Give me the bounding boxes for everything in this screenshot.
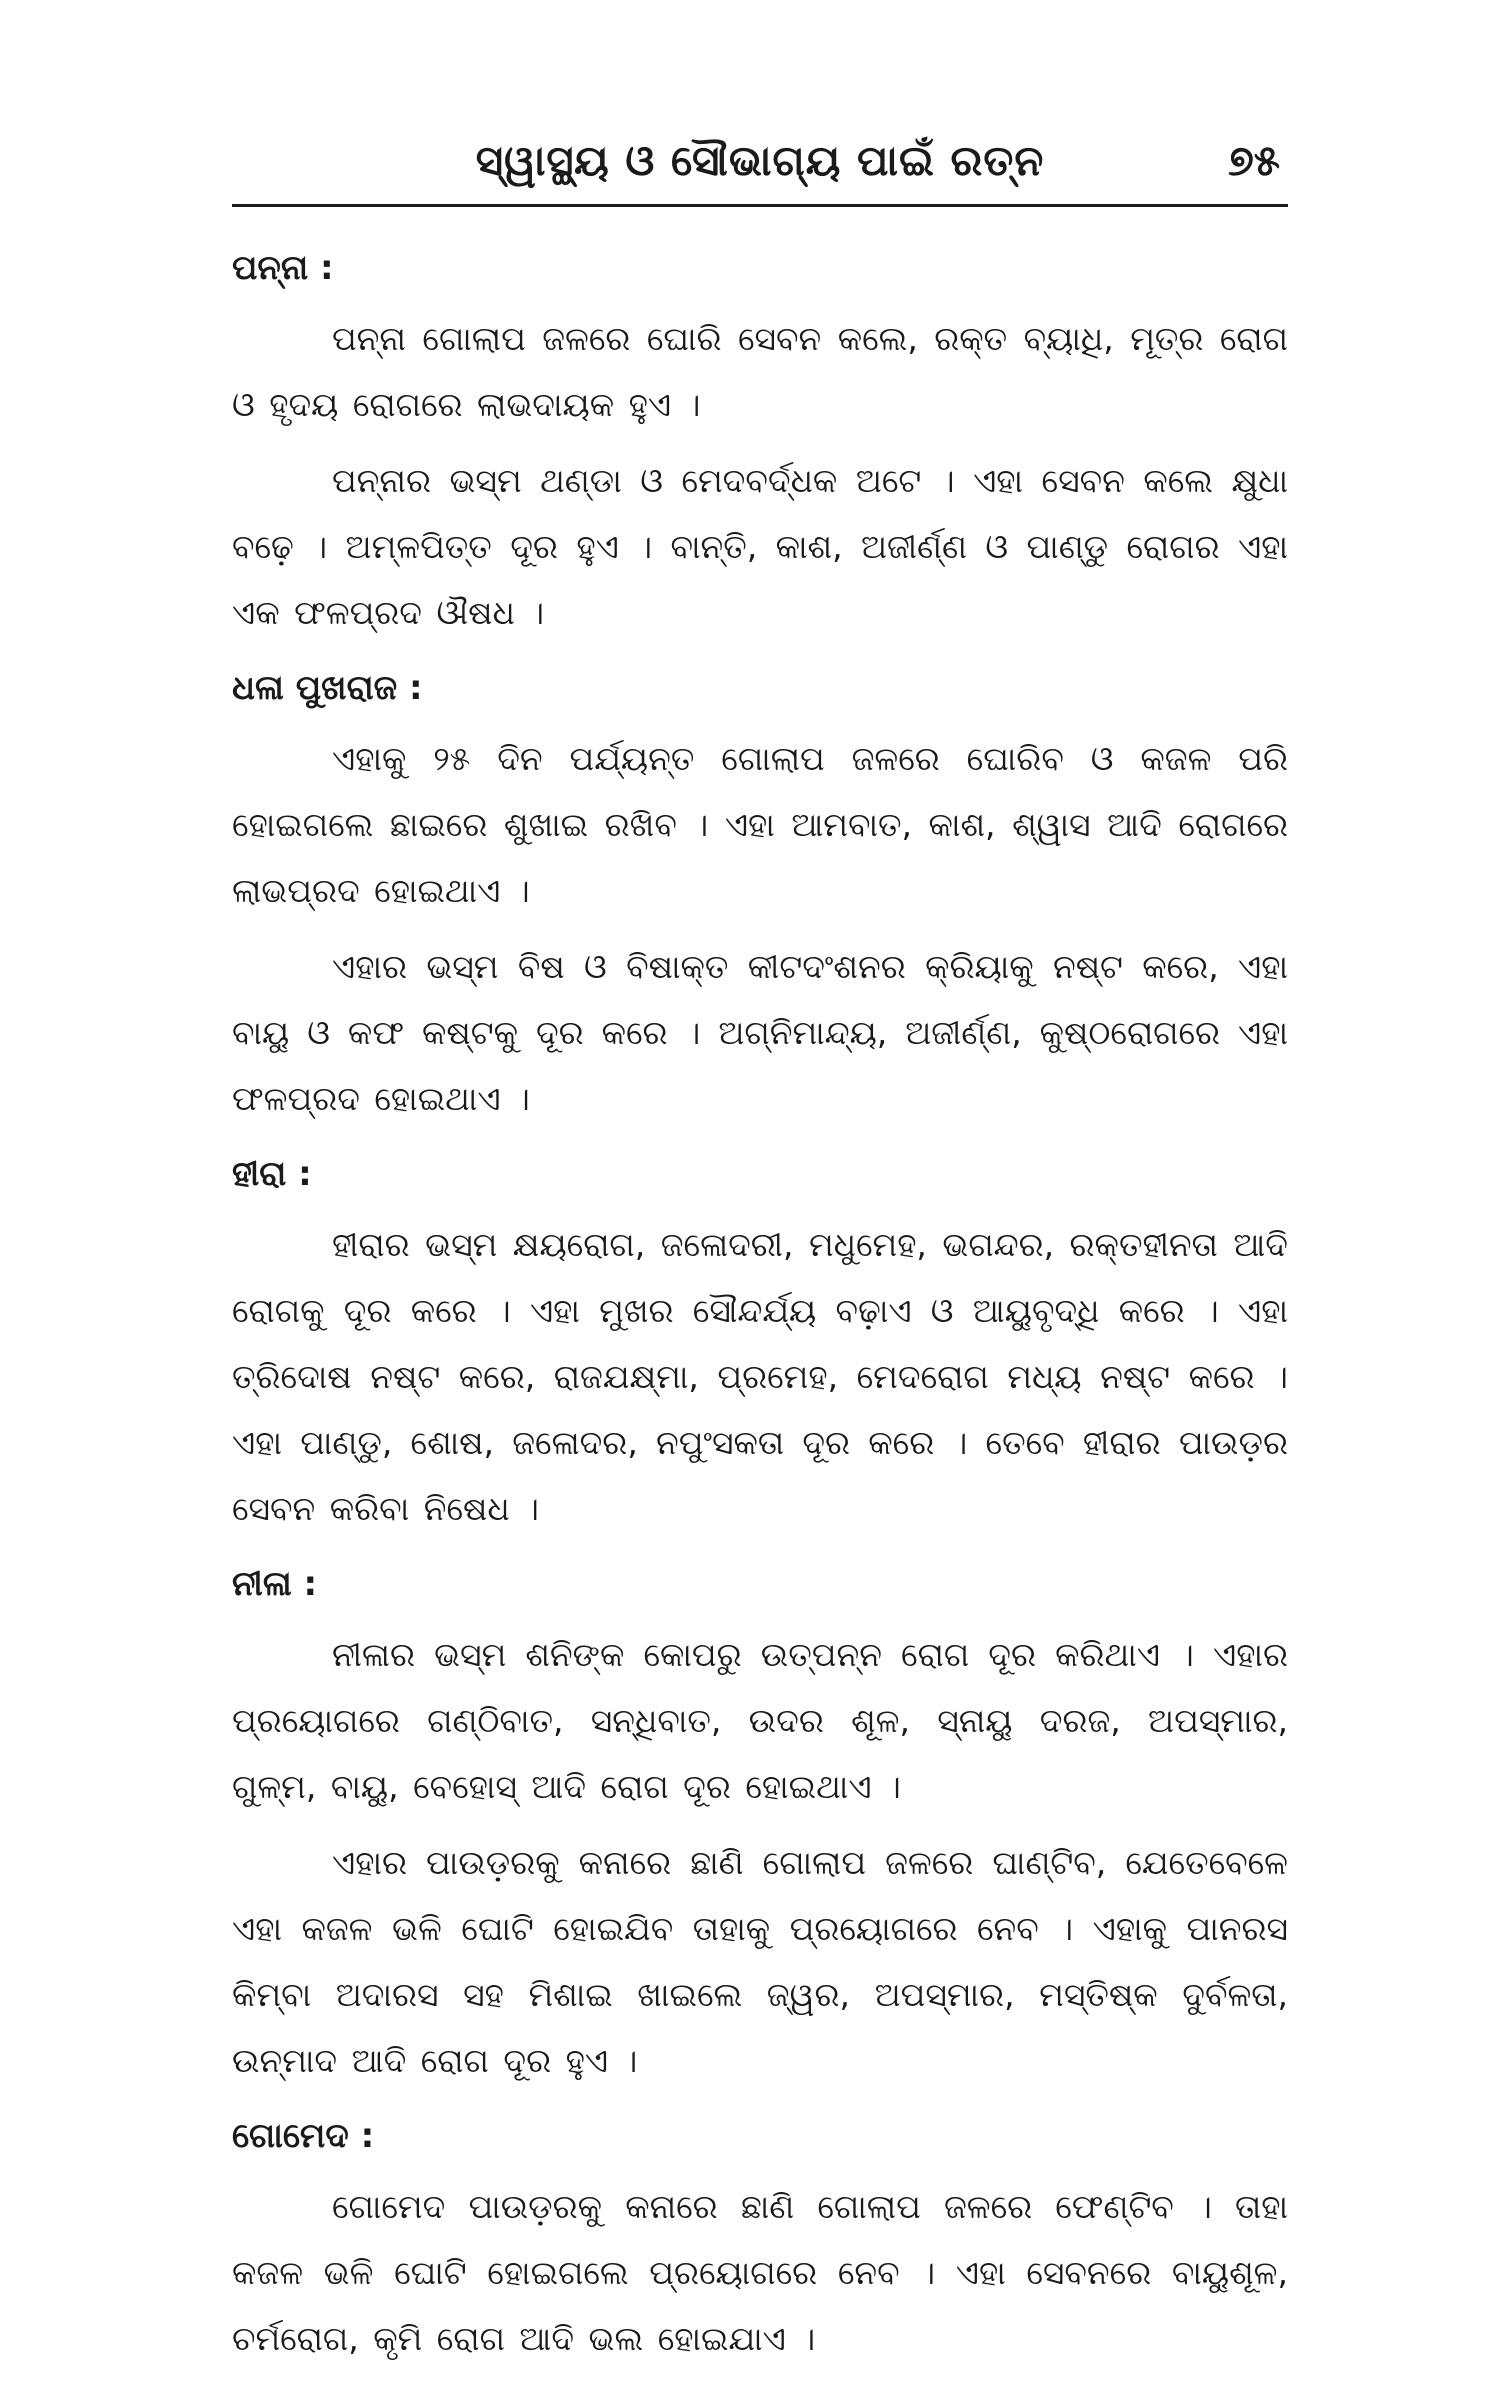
paragraph: ପନ୍ନା ଗୋଲାପ ଜଳରେ ଘୋରି ସେବନ କଲେ, ରକ୍ତ ବ୍ୟାଧି, ମୂତ୍ର ରୋଗ ଓ ହୃଦୟ ରୋଗରେ ଲାଭଦାୟକ ହୁଏ । xyxy=(232,319,1288,424)
section-heading: ନୀଳା : xyxy=(232,1564,318,1604)
section-panna xyxy=(232,236,1288,646)
header-rule xyxy=(232,204,1288,207)
paragraph: ହୀରାର ଭସ୍ମ କ୍ଷୟରୋଗ, ଜଳୋଦରୀ, ମଧୁମେହ, ଭଗନ୍ଦର, ରକ୍ତହୀନତା ଆଦି ରୋଗକୁ ଦୂର କରେ । ଏହା ମୁଖର ସୌନ୍ଦର୍ଯ୍ୟ ବଢ଼ାଏ ଓ ଆୟୁବୃଦ୍ଧି କରେ । ଏହା ତ୍ରିଦୋଷ ନଷ୍ଟ କରେ, ରାଜଯକ୍ଷ୍ମା, ପ୍ରମେହ, ମେଦରୋଗ ମଧ୍ୟ ନଷ୍ଟ କରେ । ଏହା ପାଣ୍ଡୁ, ଶୋଷ, ଜଳୋଦର, ନପୁଂସକତା ଦୂର କରେ । ତେବେ ହୀରାର ପାଉଡ଼ର ସେବନ କରିବା ନିଷେଧ । xyxy=(232,1225,1288,1528)
section-heading: ଧଳା ପୁଖରାଜ : xyxy=(232,668,423,708)
section-heading: ପନ୍ନା : xyxy=(232,248,334,288)
paragraph: ଏହାର ଭସ୍ମ ବିଷ ଓ ବିଷାକ୍ତ କୀଟଦଂଶନର କ୍ରିୟାକୁ ନଷ୍ଟ କରେ, ଏହା ବାୟୁ ଓ କଫ କଷ୍ଟକୁ ଦୂର କରେ । ଅଗ୍ନିମାନ୍ଦ୍ୟ, ଅଜୀର୍ଣ୍ଣ, କୁଷ୍ଠରୋଗରେ ଏହା ଫଳପ୍ରଦ ହୋଇଥାଏ । xyxy=(232,947,1288,1118)
page-body xyxy=(232,236,1288,2382)
section-hessonite xyxy=(232,2104,1288,2372)
running-title: ସ୍ୱାସ୍ଥ୍ୟ ଓ ସୌଭାଗ୍ୟ ପାଇଁ ରତ୍ନ xyxy=(475,136,1045,185)
section-diamond xyxy=(232,1142,1288,1542)
paragraph: ନୀଳାର ଭସ୍ମ ଶନିଙ୍କ କୋପରୁ ଉତ୍ପନ୍ନ ରୋଗ ଦୂର କରିଥାଏ । ଏହାର ପ୍ରୟୋଗରେ ଗଣ୍ଠିବାତ, ସନ୍ଧିବାତ, ଉଦର ଶୂଳ, ସ୍ନାୟୁ ଦରଜ, ଅପସ୍ମାର, ଗୁଳ୍ମ, ବାୟୁ, ବେହୋସ୍ ଆଦି ରୋଗ ଦୂର ହୋଇଥାଏ । xyxy=(232,1635,1288,1806)
section-heading: ହୀରା : xyxy=(232,1154,312,1194)
section-sapphire xyxy=(232,1552,1288,2094)
page-number: ୭୫ xyxy=(1228,136,1280,185)
paragraph: ଗୋମେଦ ପାଉଡ଼ରକୁ କନାରେ ଛାଣି ଗୋଲାପ ଜଳରେ ଫେଣ୍ଟିବ । ତାହା କଜଳ ଭଳି ଘୋଟି ହୋଇଗଲେ ପ୍ରୟୋଗରେ ନେବ । ଏହା ସେବନରେ ବାୟୁଶୂଳ, ଚର୍ମରୋଗ, କୃମି ରୋଗ ଆଦି ଭଲ ହୋଇଯାଏ । xyxy=(232,2187,1288,2358)
section-heading: ଗୋମେଦ : xyxy=(232,2116,375,2156)
paragraph: ଏହାର ପାଉଡ଼ରକୁ କନାରେ ଛାଣି ଗୋଲାପ ଜଳରେ ଘାଣ୍ଟିବ, ଯେତେବେଳେ ଏହା କଜଳ ଭଳି ଘୋଟି ହୋଇଯିବ ତାହାକୁ ପ୍ରୟୋଗରେ ନେବ । ଏହାକୁ ପାନରସ କିମ୍ବା ଅଦାରସ ସହ ମିଶାଇ ଖାଇଲେ ଜ୍ୱର, ଅପସ୍ମାର, ମସ୍ତିଷ୍କ ଦୁର୍ବଳତା, ଉନ୍ମାଦ ଆଦି ରୋଗ ଦୂର ହୁଏ । xyxy=(232,1843,1288,2080)
section-white-topaz xyxy=(232,656,1288,1132)
running-header xyxy=(232,118,1288,208)
paragraph: ପନ୍ନାର ଭସ୍ମ ଥଣ୍ଡା ଓ ମେଦବର୍ଦ୍ଧକ ଅଟେ । ଏହା ସେବନ କଲେ କ୍ଷୁଧା ବଢ଼େ । ଅମ୍ଳପିତ୍ତ ଦୂର ହୁଏ । ବାନ୍ତି, କାଶ, ଅଜୀର୍ଣ୍ଣ ଓ ପାଣ୍ଡୁ ରୋଗର ଏହା ଏକ ଫଳପ୍ରଦ ଔଷଧ । xyxy=(232,461,1288,632)
paragraph: ଏହାକୁ ୨୫ ଦିନ ପର୍ଯ୍ୟନ୍ତ ଗୋଲାପ ଜଳରେ ଘୋରିବ ଓ କଜଳ ପରି ହୋଇଗଲେ ଛାଇରେ ଶୁଖାଇ ରଖିବ । ଏହା ଆମବାତ, କାଶ, ଶ୍ୱାସ ଆଦି ରୋଗରେ ଲାଭପ୍ରଦ ହୋଇଥାଏ । xyxy=(232,739,1288,910)
